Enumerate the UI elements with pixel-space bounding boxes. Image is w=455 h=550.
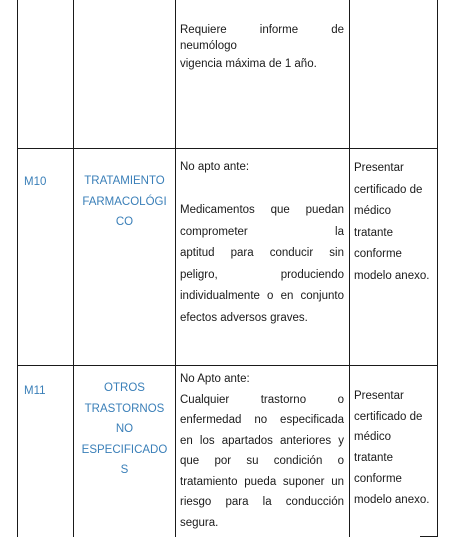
column-divider-3 bbox=[349, 0, 350, 537]
row-divider-2 bbox=[17, 365, 438, 366]
row-condition: No apto ante: Medicamentos que puedan comprometer la aptitud para conducir sin peligro, produciendo individualmente o en conjunto efectos adversos graves. bbox=[180, 161, 344, 324]
column-divider-2 bbox=[175, 0, 176, 537]
condition-line: neumólogo bbox=[180, 40, 237, 52]
condition-line: Requiere informe de bbox=[180, 24, 344, 36]
table-border-left bbox=[17, 0, 18, 537]
row-divider-1 bbox=[17, 148, 438, 149]
row-code: M10 bbox=[24, 176, 47, 188]
row-name: OTROS TRASTORNOS NO ESPECIFICADO S bbox=[81, 382, 168, 476]
row-documents: Presentar certificado de médico tratante conforme modelo anexo. bbox=[354, 162, 430, 282]
table-row bbox=[180, 20, 344, 74]
bottom-mark bbox=[420, 536, 438, 537]
row-condition: No Apto ante: Cualquier trastorno o enfermedad no especificada en los apartados anteriores y que por su condición o tratamiento pueda suponer un riesgo para la conducción segura. bbox=[180, 373, 344, 529]
table-border-right bbox=[437, 0, 438, 537]
row-documents: Presentar certificado de médico tratante conforme modelo anexo. bbox=[354, 390, 430, 506]
condition-line: vigencia máxima de 1 año. bbox=[180, 58, 317, 70]
row-name: TRATAMIENTO FARMACOLÓGI CO bbox=[82, 175, 167, 228]
row-code: M11 bbox=[24, 385, 46, 397]
